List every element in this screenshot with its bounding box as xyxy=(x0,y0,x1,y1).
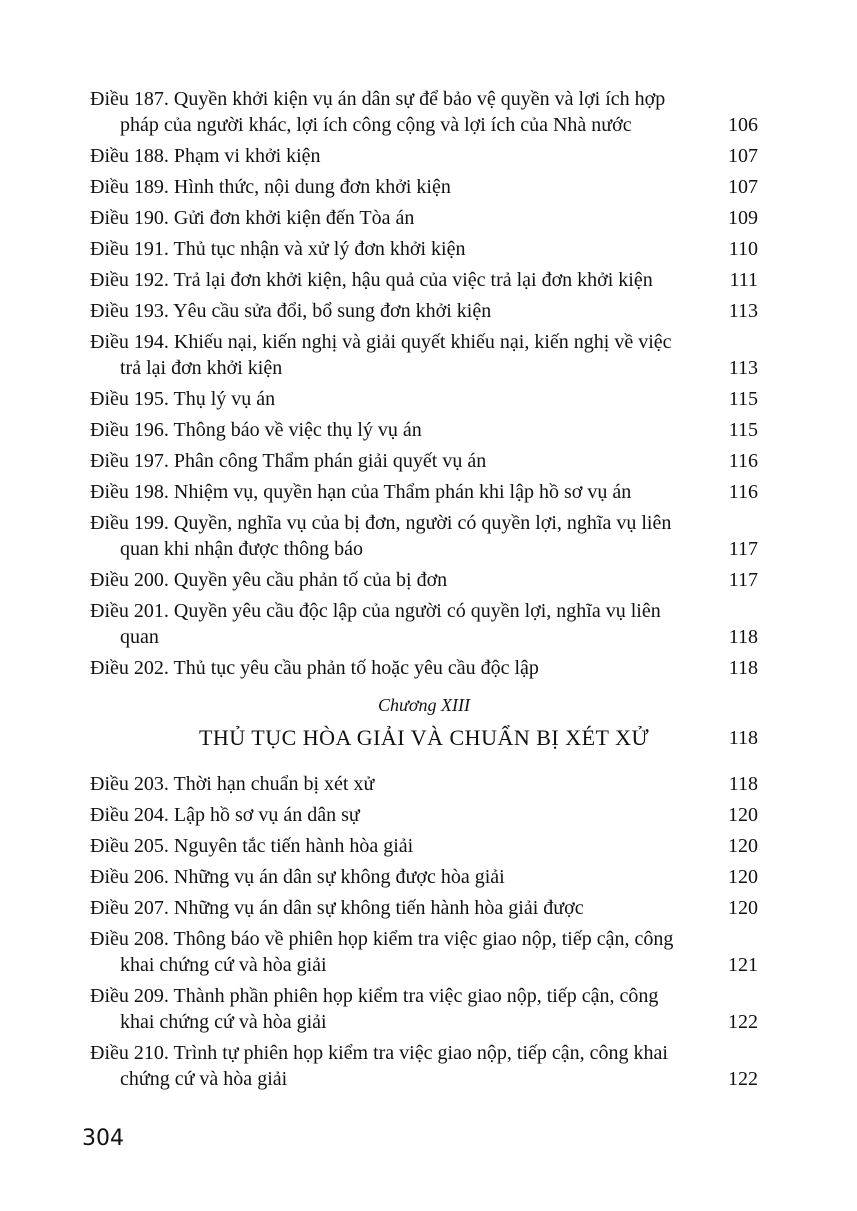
toc-section-2 xyxy=(90,771,758,1092)
toc-entry-title: Điều 188. Phạm vi khởi kiện xyxy=(90,145,321,167)
toc-entry-title: Điều 201. Quyền yêu cầu độc lập của người có quyền lợi, nghĩa vụ liên quan xyxy=(90,600,661,648)
toc-entry-title: Điều 197. Phân công Thẩm phán giải quyết vụ án xyxy=(90,450,487,472)
toc-entry xyxy=(90,479,758,505)
toc-entry xyxy=(90,267,758,293)
toc-entry xyxy=(90,448,758,474)
toc-entry-page: 106 xyxy=(728,114,758,136)
toc-entry-title: Điều 189. Hình thức, nội dung đơn khởi kiện xyxy=(90,176,451,198)
toc-entry-title: Điều 196. Thông báo về việc thụ lý vụ án xyxy=(90,419,422,441)
toc-entry-page: 120 xyxy=(728,835,758,857)
toc-entry-page: 109 xyxy=(728,207,758,229)
toc-entry-title: Điều 194. Khiếu nại, kiến nghị và giải quyết khiếu nại, kiến nghị về việc trả lại đơn khởi kiện xyxy=(90,331,672,379)
toc-entry-page: 120 xyxy=(728,804,758,826)
toc-entry-page: 120 xyxy=(728,866,758,888)
toc-entry-title: Điều 200. Quyền yêu cầu phản tố của bị đơn xyxy=(90,569,448,591)
toc-entry-title: Điều 205. Nguyên tắc tiến hành hòa giải xyxy=(90,835,414,857)
toc-entry-title: Điều 202. Thủ tục yêu cầu phản tố hoặc yêu cầu độc lập xyxy=(90,657,539,679)
toc-entry xyxy=(90,895,758,921)
chapter-page-number: 118 xyxy=(728,727,758,749)
toc-entry-title: Điều 207. Những vụ án dân sự không tiến hành hòa giải được xyxy=(90,897,584,919)
toc-entry-page: 117 xyxy=(728,538,758,560)
toc-entry xyxy=(90,802,758,828)
toc-entry-title: Điều 203. Thời hạn chuẩn bị xét xử xyxy=(90,773,375,795)
toc-entry xyxy=(90,567,758,593)
toc-entry-title: Điều 206. Những vụ án dân sự không được hòa giải xyxy=(90,866,505,888)
toc-entry-page: 118 xyxy=(728,626,758,648)
chapter-number: Chương XIII xyxy=(378,695,470,715)
toc-entry-page: 116 xyxy=(728,450,758,472)
toc-entry xyxy=(90,386,758,412)
toc-entry-page: 120 xyxy=(728,897,758,919)
toc-entry xyxy=(90,1040,758,1092)
toc-entry-title: Điều 187. Quyền khởi kiện vụ án dân sự để bảo vệ quyền và lợi ích hợp pháp của người khác, lợi ích công cộng và lợi ích của Nhà nước xyxy=(90,88,666,136)
toc-entry-page: 116 xyxy=(728,481,758,503)
toc-entry xyxy=(90,329,758,381)
toc-entry-title: Điều 209. Thành phần phiên họp kiểm tra việc giao nộp, tiếp cận, công khai chứng cứ và hòa giải xyxy=(90,985,659,1033)
chapter-title: THỦ TỤC HÒA GIẢI VÀ CHUẨN BỊ XÉT XỬ xyxy=(198,725,650,750)
toc-entry-title: Điều 199. Quyền, nghĩa vụ của bị đơn, người có quyền lợi, nghĩa vụ liên quan khi nhận được thông báo xyxy=(90,512,672,560)
table-of-contents xyxy=(90,86,758,1097)
toc-entry-page: 107 xyxy=(728,145,758,167)
toc-entry xyxy=(90,143,758,169)
toc-entry-title: Điều 191. Thủ tục nhận và xử lý đơn khởi kiện xyxy=(90,238,466,260)
toc-entry-page: 118 xyxy=(728,657,758,679)
toc-entry xyxy=(90,833,758,859)
toc-entry-title: Điều 198. Nhiệm vụ, quyền hạn của Thẩm phán khi lập hồ sơ vụ án xyxy=(90,481,632,503)
toc-entry xyxy=(90,864,758,890)
toc-entry xyxy=(90,86,758,138)
toc-entry xyxy=(90,298,758,324)
chapter-title-row xyxy=(90,723,758,753)
toc-entry-page: 115 xyxy=(728,388,758,410)
toc-entry-title: Điều 193. Yêu cầu sửa đổi, bổ sung đơn khởi kiện xyxy=(90,300,492,322)
toc-entry-title: Điều 190. Gửi đơn khởi kiện đến Tòa án xyxy=(90,207,415,229)
toc-entry-page: 121 xyxy=(728,954,758,976)
toc-entry-page: 113 xyxy=(728,300,758,322)
toc-entry xyxy=(90,926,758,978)
toc-entry xyxy=(90,510,758,562)
toc-entry-title: Điều 210. Trình tự phiên họp kiểm tra việc giao nộp, tiếp cận, công khai chứng cứ và hòa giải xyxy=(90,1042,668,1090)
toc-entry xyxy=(90,236,758,262)
toc-entry-page: 115 xyxy=(728,419,758,441)
toc-entry-page: 117 xyxy=(728,569,758,591)
toc-entry-page: 122 xyxy=(728,1011,758,1033)
toc-entry-page: 118 xyxy=(728,773,758,795)
toc-entry-page: 110 xyxy=(728,238,758,260)
toc-entry-title: Điều 195. Thụ lý vụ án xyxy=(90,388,276,410)
toc-entry-title: Điều 204. Lập hồ sơ vụ án dân sự xyxy=(90,804,360,826)
toc-entry xyxy=(90,174,758,200)
toc-entry-page: 111 xyxy=(729,269,758,291)
toc-entry-page: 107 xyxy=(728,176,758,198)
page-number: 304 xyxy=(82,1126,124,1151)
chapter-heading xyxy=(90,693,758,753)
toc-entry xyxy=(90,598,758,650)
toc-entry xyxy=(90,655,758,681)
toc-entry-page: 122 xyxy=(728,1068,758,1090)
toc-entry-page: 113 xyxy=(728,357,758,379)
toc-entry xyxy=(90,771,758,797)
toc-entry-title: Điều 192. Trả lại đơn khởi kiện, hậu quả của việc trả lại đơn khởi kiện xyxy=(90,269,653,291)
toc-entry xyxy=(90,205,758,231)
toc-entry-title: Điều 208. Thông báo về phiên họp kiểm tra việc giao nộp, tiếp cận, công khai chứng cứ và hòa giải xyxy=(90,928,674,976)
toc-section-1 xyxy=(90,86,758,681)
toc-entry xyxy=(90,983,758,1035)
toc-entry xyxy=(90,417,758,443)
